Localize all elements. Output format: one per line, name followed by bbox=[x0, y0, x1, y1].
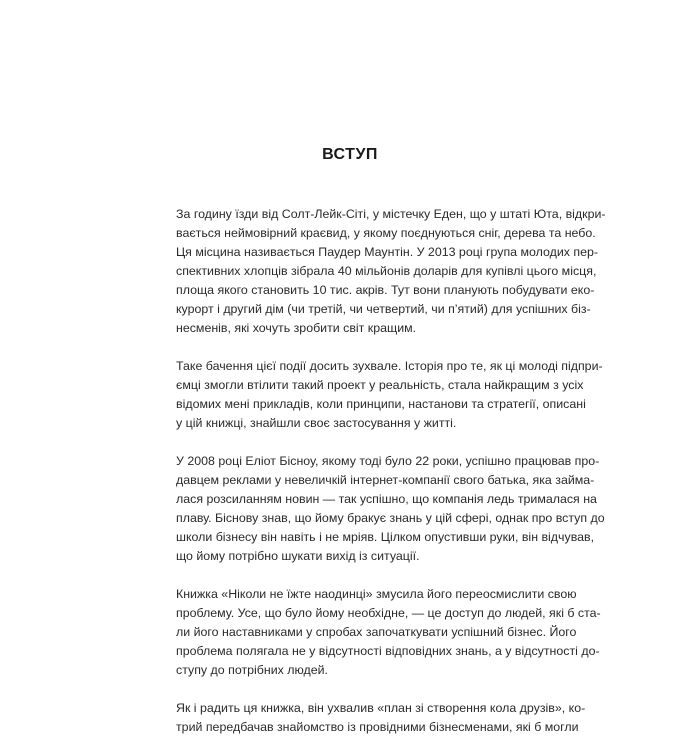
text-line: проблему. Усе, що було йому необхідне, — це доступ до людей, які б ста- bbox=[176, 606, 601, 620]
text-line: У 2008 році Еліот Бісноу, якому тоді було 22 роки, успішно працював про- bbox=[176, 454, 600, 468]
paragraph-3 bbox=[176, 452, 605, 566]
text-line: несменів, які хочуть зробити світ кращим. bbox=[176, 321, 417, 335]
text-line: давцем реклами у невеличкій інтернет-компанії свого батька, яка займа- bbox=[176, 473, 595, 487]
text-line: Як і радить ця книжка, він ухвалив «план зі створення кола друзів», ко- bbox=[176, 701, 586, 715]
text-line: вається неймовірний краєвид, у якому поєднуються сніг, дерева та небо. bbox=[176, 226, 596, 240]
text-line: лася розсиланням новин — так успішно, що компанія ледь трималася на bbox=[176, 492, 597, 506]
paragraph-5 bbox=[176, 699, 586, 737]
text-line: спективних хлопців зібрала 40 мільйонів доларів для купівлі цього місця, bbox=[176, 264, 597, 278]
text-line: Ця місцина називається Паудер Маунтін. У 2013 році група молодих пер- bbox=[176, 245, 599, 259]
text-line: ли його наставниками у спробах започаткувати успішний бізнес. Його bbox=[176, 625, 577, 639]
text-line: у цій книжці, знайшли своє застосування у житті. bbox=[176, 416, 457, 430]
text-line: ємці змогли втілити такий проект у реальність, стала найкращим з усіх bbox=[176, 378, 584, 392]
text-line: ступу до потрібних людей. bbox=[176, 663, 328, 677]
text-line: школи бізнесу він навіть і не мріяв. Цілком опустивши руки, він відчував, bbox=[176, 530, 595, 544]
text-line: трий передбачав знайомство із провідними бізнесменами, які б могли bbox=[176, 720, 579, 734]
chapter-heading: ВСТУП bbox=[322, 146, 378, 163]
paragraph-2 bbox=[176, 357, 603, 433]
text-line: Книжка «Ніколи не їжте наодинці» змусила його переосмислити свою bbox=[176, 587, 577, 601]
text-line: курорт і другий дім (чи третій, чи четвертий, чи п’ятий) для успішних біз- bbox=[176, 302, 591, 316]
body-text bbox=[176, 205, 606, 756]
text-line: проблема полягала не у відсутності відповідних знань, а у відсутності до- bbox=[176, 644, 600, 658]
paragraph-1 bbox=[176, 205, 606, 338]
text-line: плаву. Біснову знав, що йому бракує знань у цій сфері, однак про вступ до bbox=[176, 511, 605, 525]
text-line: відомих мені прикладів, коли принципи, настанови та стратегії, описані bbox=[176, 397, 586, 411]
text-line: що йому потрібно шукати вихід із ситуації. bbox=[176, 549, 420, 563]
text-line: площа якого становить 10 тис. акрів. Тут вони планують побудувати еко- bbox=[176, 283, 595, 297]
text-line: Таке бачення цієї події досить зухвале. Історія про те, як ці молоді підпри- bbox=[176, 359, 603, 373]
paragraph-4 bbox=[176, 585, 601, 680]
text-line: За годину їзди від Солт-Лейк-Сіті, у містечку Еден, що у штаті Юта, відкри- bbox=[176, 207, 606, 221]
